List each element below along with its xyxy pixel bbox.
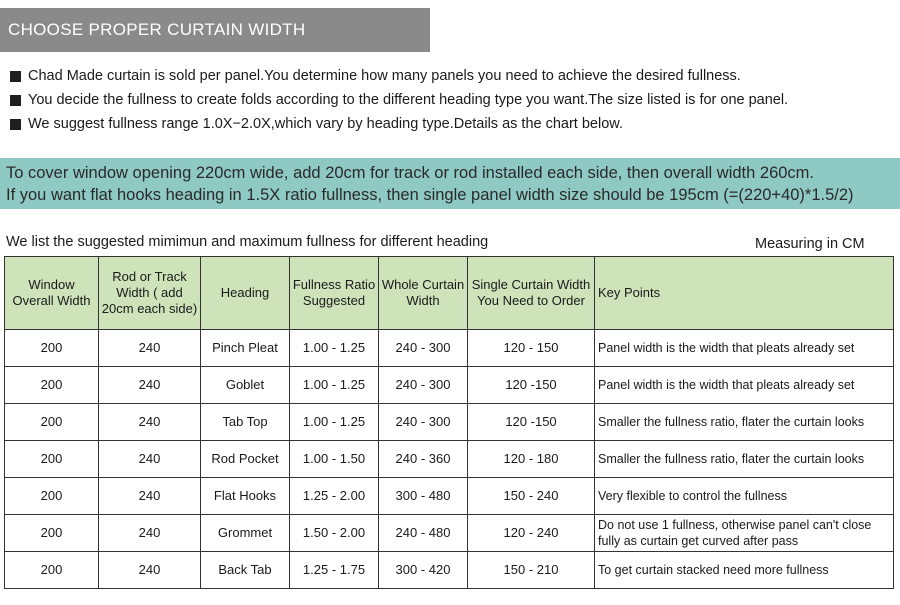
table-cell: 240 - 480: [379, 515, 468, 552]
table-cell: 200: [5, 367, 99, 404]
table-cell: 240: [99, 478, 201, 515]
table-cell: Smaller the fullness ratio, flater the curtain looks: [595, 404, 894, 441]
table-cell: Panel width is the width that pleats already set: [595, 367, 894, 404]
example-banner: [0, 158, 900, 209]
table-cell: 240: [99, 330, 201, 367]
square-bullet-icon: [10, 71, 21, 82]
bullet-item: [10, 88, 900, 112]
column-header: Key Points: [595, 257, 894, 330]
table-cell: 120 - 150: [468, 330, 595, 367]
table-header-row: [5, 257, 894, 330]
fullness-table: [4, 256, 894, 589]
table-cell: Panel width is the width that pleats already set: [595, 330, 894, 367]
column-header: Fullness Ratio Suggested: [290, 257, 379, 330]
table-cell: 240: [99, 441, 201, 478]
table-cell: 240: [99, 404, 201, 441]
table-cell: Tab Top: [201, 404, 290, 441]
column-header: Window Overall Width: [5, 257, 99, 330]
table-cell: 240: [99, 367, 201, 404]
square-bullet-icon: [10, 95, 21, 106]
table-cell: 1.00 - 1.25: [290, 404, 379, 441]
table-cell: 240 - 300: [379, 367, 468, 404]
table-cell: Rod Pocket: [201, 441, 290, 478]
bullet-text: We suggest fullness range 1.0X−2.0X,which vary by heading type.Details as the chart below.: [28, 116, 623, 132]
table-cell: 200: [5, 404, 99, 441]
table-cell: 300 - 480: [379, 478, 468, 515]
table-cell: 200: [5, 330, 99, 367]
table-cell: 150 - 240: [468, 478, 595, 515]
table-cell: 1.00 - 1.50: [290, 441, 379, 478]
table-row: [5, 330, 894, 367]
table-cell: Very flexible to control the fullness: [595, 478, 894, 515]
table-cell: To get curtain stacked need more fullness: [595, 552, 894, 589]
bullet-item: [10, 64, 900, 88]
table-cell: Pinch Pleat: [201, 330, 290, 367]
table-cell: Flat Hooks: [201, 478, 290, 515]
square-bullet-icon: [10, 119, 21, 130]
table-cell: 120 - 240: [468, 515, 595, 552]
table-cell: 1.25 - 1.75: [290, 552, 379, 589]
column-header: Rod or Track Width ( add 20cm each side): [99, 257, 201, 330]
column-header: Heading: [201, 257, 290, 330]
table-cell: 240: [99, 552, 201, 589]
table-cell: 150 - 210: [468, 552, 595, 589]
table-cell: 240 - 300: [379, 330, 468, 367]
table-cell: 300 - 420: [379, 552, 468, 589]
table-cell: 1.00 - 1.25: [290, 367, 379, 404]
table-cell: 200: [5, 441, 99, 478]
table-cell: 200: [5, 515, 99, 552]
banner-line: To cover window opening 220cm wide, add 20cm for track or rod installed each side, then overall width 260cm.: [6, 164, 815, 182]
bullet-item: [10, 112, 900, 136]
table-cell: 1.00 - 1.25: [290, 330, 379, 367]
page-title: CHOOSE PROPER CURTAIN WIDTH: [0, 8, 430, 52]
table-caption: We list the suggested mimimun and maximum fullness for different heading: [6, 234, 489, 250]
table-cell: 1.50 - 2.00: [290, 515, 379, 552]
table-cell: Smaller the fullness ratio, flater the curtain looks: [595, 441, 894, 478]
table-cell: 240 - 360: [379, 441, 468, 478]
table-cell: 120 -150: [468, 404, 595, 441]
bullet-list: [10, 64, 900, 136]
table-cell: Grommet: [201, 515, 290, 552]
table-row: [5, 478, 894, 515]
table-cell: 120 -150: [468, 367, 595, 404]
table-cell: Back Tab: [201, 552, 290, 589]
table-cell: 1.25 - 2.00: [290, 478, 379, 515]
table-cell: 200: [5, 552, 99, 589]
table-row: [5, 441, 894, 478]
table-cell: 200: [5, 478, 99, 515]
table-cell: 120 - 180: [468, 441, 595, 478]
table-row: [5, 552, 894, 589]
table-row: [5, 404, 894, 441]
column-header: Whole Curtain Width: [379, 257, 468, 330]
table-row: [5, 515, 894, 552]
unit-label: Measuring in CM: [755, 236, 865, 252]
bullet-text: You decide the fullness to create folds according to the different heading type you want.The size listed is for one panel.: [28, 92, 789, 108]
table-row: [5, 367, 894, 404]
table-cell: Do not use 1 fullness, otherwise panel can't close fully as curtain get curved after pass: [595, 515, 894, 552]
banner-line: If you want flat hooks heading in 1.5X ratio fullness, then single panel width size should be 195cm (=(220+40)*1.5/2): [6, 186, 854, 204]
table-cell: 240 - 300: [379, 404, 468, 441]
table-cell: 240: [99, 515, 201, 552]
bullet-text: Chad Made curtain is sold per panel.You determine how many panels you need to achieve the desired fullness.: [28, 68, 741, 84]
column-header: Single Curtain Width You Need to Order: [468, 257, 595, 330]
table-cell: Goblet: [201, 367, 290, 404]
